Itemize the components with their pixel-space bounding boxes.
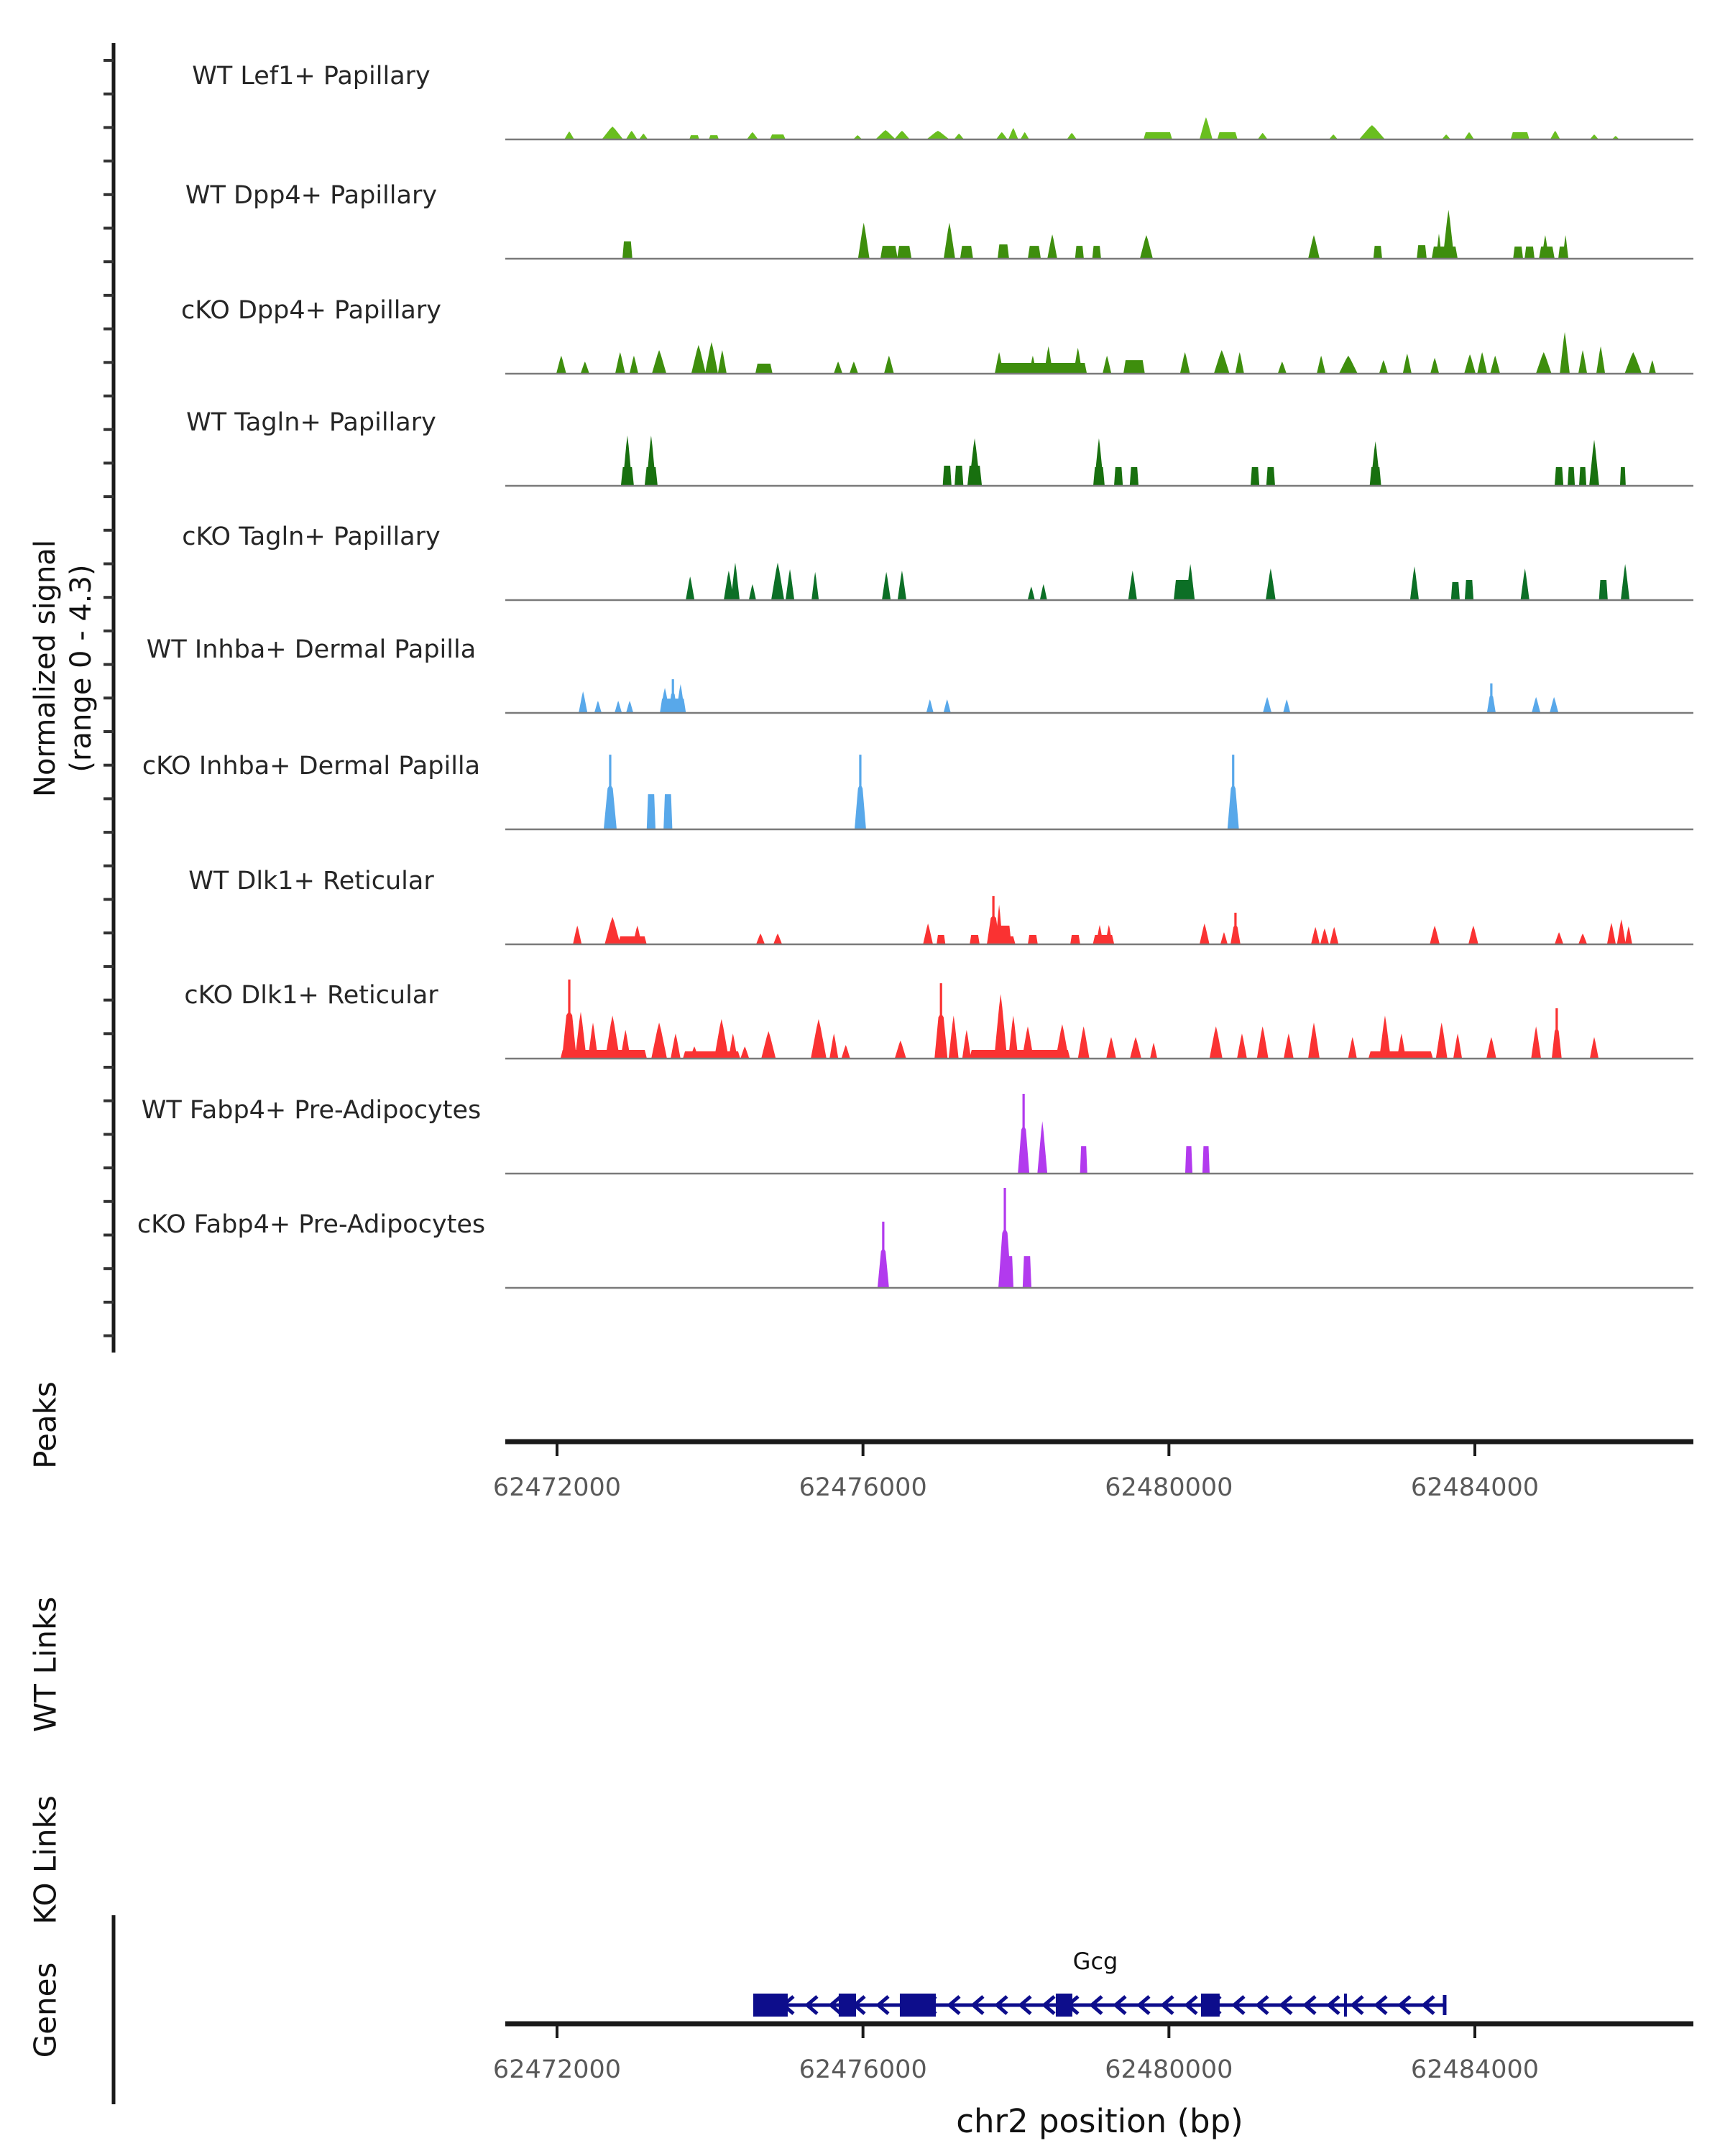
signal-peak <box>573 926 581 944</box>
signal-peak <box>1617 919 1626 944</box>
signal-peak <box>562 980 576 1059</box>
signal-peak <box>1578 934 1587 944</box>
signal-peak <box>1028 246 1041 259</box>
signal-peak <box>996 132 1008 139</box>
axis-tick-label: 62476000 <box>799 2055 927 2084</box>
track-area-6 <box>579 679 1558 713</box>
track-label-2: WT Dpp4+ Papillary <box>185 181 438 210</box>
signal-peak <box>1128 571 1137 600</box>
signal-peak <box>1532 697 1540 713</box>
signal-peak <box>1417 245 1427 259</box>
track-label-5: cKO Tagln+ Papillary <box>182 522 441 551</box>
signal-peak <box>1266 467 1275 486</box>
signal-peak <box>1374 246 1382 259</box>
signal-peak <box>749 584 756 600</box>
signal-peak <box>651 1023 667 1059</box>
signal-peak <box>1103 356 1111 374</box>
track-area-9 <box>561 980 1598 1059</box>
signal-peak <box>731 563 740 600</box>
signal-peak <box>944 223 955 259</box>
signal-peak <box>1040 584 1047 600</box>
signal-peak <box>834 361 842 374</box>
signal-peak <box>1092 246 1101 259</box>
signal-peak <box>1430 926 1440 944</box>
signal-peak <box>1021 132 1029 139</box>
signal-peak <box>1210 1026 1223 1059</box>
signal-peak <box>604 755 617 829</box>
axis-tick-label: 62484000 <box>1410 1473 1540 1502</box>
signal-peak <box>829 1033 838 1059</box>
signal-peak <box>998 926 1011 944</box>
genes-panel-axis <box>0 1904 1725 2120</box>
signal-peak <box>1348 1037 1357 1059</box>
signal-peak <box>878 1222 889 1288</box>
signal-peak <box>1308 235 1320 259</box>
signal-peak <box>663 794 672 829</box>
signal-peak <box>880 246 898 259</box>
signal-peak <box>1371 441 1381 486</box>
signal-peak <box>1228 755 1239 829</box>
signal-peak <box>1410 566 1419 600</box>
signal-peak <box>1464 132 1474 139</box>
signal-peak <box>1596 346 1605 374</box>
signal-peak <box>1005 1256 1013 1288</box>
signal-peak <box>970 935 980 944</box>
signal-peak <box>1237 1033 1247 1059</box>
signal-peak <box>1524 247 1535 259</box>
signal-peak <box>620 1030 630 1059</box>
signal-peak <box>740 1046 749 1059</box>
signal-peak <box>668 679 677 713</box>
signal-peak <box>622 436 632 486</box>
axis-tick-label: 62472000 <box>492 2055 622 2084</box>
signal-peak <box>858 223 870 259</box>
signal-peak <box>705 342 718 374</box>
signal-peak <box>1130 467 1138 486</box>
signal-peak <box>604 917 620 944</box>
signal-peak <box>1620 467 1626 486</box>
track-label-6: WT Inhba+ Dermal Papilla <box>146 635 477 664</box>
signal-peak <box>1621 564 1629 600</box>
signal-peak <box>1096 925 1103 944</box>
signal-peak <box>1123 360 1145 374</box>
signal-peak <box>1555 467 1563 486</box>
signal-peak <box>1056 1024 1069 1059</box>
track-area-1 <box>564 117 1619 139</box>
signal-peak <box>556 356 566 374</box>
signal-peak <box>1008 128 1018 139</box>
signal-peak <box>1521 568 1530 600</box>
signal-peak <box>1200 923 1210 944</box>
track-area-10 <box>1018 1094 1210 1174</box>
signal-peak <box>1144 132 1172 139</box>
signal-peak <box>618 936 647 944</box>
track-label-9: cKO Dlk1+ Reticular <box>184 981 438 1010</box>
track-area-11 <box>878 1188 1031 1288</box>
panel-label-genes: Genes <box>27 1962 63 2058</box>
signal-peak <box>943 466 952 486</box>
signal-peak <box>581 361 589 374</box>
signal-peak <box>1023 1256 1031 1288</box>
signal-peak <box>1218 132 1238 139</box>
signal-peak <box>1105 925 1113 944</box>
signal-peak <box>926 699 934 713</box>
signal-peak <box>894 131 910 139</box>
signal-peak <box>998 244 1009 259</box>
signal-peak <box>626 701 633 713</box>
track-label-4: WT Tagln+ Papillary <box>186 408 436 437</box>
signal-peak <box>1625 926 1632 944</box>
signal-peak <box>1359 125 1385 139</box>
signal-peak <box>714 1019 729 1059</box>
signal-peak <box>1436 1023 1448 1059</box>
signal-peak <box>1028 935 1038 944</box>
signal-peak <box>882 572 891 600</box>
signal-peak <box>630 356 638 374</box>
signal-peak <box>897 246 911 259</box>
signal-peak <box>811 572 819 600</box>
track-area-4 <box>621 436 1626 486</box>
signal-peak <box>652 350 666 374</box>
signal-peak <box>1278 361 1287 374</box>
axis-tick-label: 62480000 <box>1105 2055 1233 2084</box>
signal-peak <box>898 571 906 600</box>
signal-peak <box>962 1030 971 1059</box>
panel-label-ko-links: KO Links <box>27 1795 63 1925</box>
track-label-1: WT Lef1+ Papillary <box>192 62 431 91</box>
signal-peak <box>747 132 758 139</box>
signal-peak <box>934 983 947 1059</box>
signal-peak <box>1251 467 1259 486</box>
signal-peak <box>773 934 782 944</box>
signal-peak <box>1236 352 1244 374</box>
signal-peak <box>602 126 623 139</box>
signal-peak <box>1590 1037 1598 1059</box>
signal-peak <box>1180 352 1190 374</box>
y-axis-label-line1: Normalized signal <box>29 540 62 797</box>
signal-peak <box>626 131 638 139</box>
signal-peak <box>1047 234 1057 259</box>
signal-peak <box>1490 356 1500 374</box>
signal-peak <box>686 576 694 600</box>
signal-peak <box>923 923 933 944</box>
track-label-3: cKO Dpp4+ Papillary <box>181 296 441 325</box>
signal-peak <box>1589 440 1599 486</box>
signal-peak <box>1075 246 1084 259</box>
signal-peak <box>622 241 632 259</box>
signal-peak <box>786 569 794 600</box>
signal-peak <box>1044 346 1053 374</box>
signal-peak <box>1403 354 1412 374</box>
signal-peak <box>1078 1026 1090 1059</box>
signal-peak <box>756 934 765 944</box>
signal-peak <box>1283 699 1290 713</box>
axis-tick-label: 62476000 <box>799 1473 927 1502</box>
signal-peak <box>1257 1026 1269 1059</box>
signal-peak <box>970 1050 1070 1059</box>
signal-peak <box>771 563 784 600</box>
signal-peak <box>1074 348 1082 374</box>
signal-peak <box>1070 935 1080 944</box>
signal-peak <box>1487 683 1496 713</box>
signal-peak <box>1200 117 1213 139</box>
signal-peak <box>615 701 622 713</box>
signal-peak <box>1317 356 1325 374</box>
signal-peak <box>1599 580 1608 600</box>
signal-peak <box>1080 1146 1087 1174</box>
track-area-8 <box>573 896 1632 944</box>
signal-peak <box>1536 352 1552 374</box>
signal-peak <box>1311 927 1320 944</box>
signal-peak <box>1140 235 1153 259</box>
signal-peak <box>998 363 1087 374</box>
signal-peak <box>1468 926 1478 944</box>
axis-tick-label: 62484000 <box>1410 2055 1540 2084</box>
signal-peak <box>1150 1043 1157 1059</box>
signal-peak <box>949 1015 959 1059</box>
signal-peak <box>1477 352 1487 374</box>
signal-peak <box>994 994 1007 1059</box>
signal-peak <box>1258 133 1268 139</box>
signal-peak <box>1320 929 1329 944</box>
signal-peak <box>842 1045 850 1059</box>
signal-peak <box>647 794 656 829</box>
signal-peak <box>1436 234 1442 259</box>
track-label-10: WT Fabp4+ Pre-Adipocytes <box>141 1096 482 1125</box>
signal-peak <box>1230 913 1241 944</box>
signal-peak <box>811 1019 827 1059</box>
signal-peak <box>729 1033 737 1059</box>
signal-peak <box>960 246 973 259</box>
signal-peak <box>1114 467 1123 486</box>
signal-peak <box>969 438 980 486</box>
signal-peak <box>1555 932 1563 944</box>
signal-peak <box>1308 1023 1320 1059</box>
axis-tick-label: 62472000 <box>492 1473 622 1502</box>
signal-peak <box>1486 1037 1496 1059</box>
signal-peak <box>594 701 602 713</box>
signal-peak <box>718 350 727 374</box>
signal-peak <box>579 691 587 713</box>
signal-peak <box>605 1015 620 1059</box>
signal-peak <box>1649 360 1656 374</box>
signal-peak <box>1531 1026 1541 1059</box>
panel-label-peaks: Peaks <box>27 1381 63 1469</box>
signal-peak <box>1568 467 1575 486</box>
signal-peak <box>1465 580 1473 600</box>
signal-peak <box>1263 697 1271 713</box>
signal-peak <box>1379 360 1388 374</box>
signal-peak <box>646 436 656 486</box>
signal-peak <box>761 1031 776 1059</box>
track-area-2 <box>622 210 1568 259</box>
signal-peak <box>1214 350 1230 374</box>
signal-peak <box>671 1033 681 1059</box>
track-label-11: cKO Fabp4+ Pre-Adipocytes <box>137 1210 486 1239</box>
signal-peak <box>1018 1094 1029 1174</box>
track-label-7: cKO Inhba+ Dermal Papilla <box>142 752 481 780</box>
y-axis-label-line2: (range 0 - 4.3) <box>65 564 98 773</box>
signal-peak <box>633 926 642 944</box>
signal-peak <box>944 699 951 713</box>
signal-peak <box>564 132 574 139</box>
signal-peak <box>691 345 706 374</box>
signal-peak <box>1464 354 1476 374</box>
track-area-5 <box>686 563 1629 600</box>
signal-peak <box>1008 1015 1018 1059</box>
signal-peak <box>1037 1121 1047 1174</box>
signal-peak <box>1284 1033 1294 1059</box>
signal-peak <box>884 356 894 374</box>
x-axis-title: chr2 position (bp) <box>956 2102 1243 2140</box>
signal-peak <box>755 364 773 374</box>
signal-peak <box>1513 247 1523 259</box>
signal-peak <box>954 466 963 486</box>
signal-peak <box>1550 131 1560 139</box>
signal-peak <box>588 1023 598 1059</box>
signal-peak <box>850 361 858 374</box>
signal-peak <box>1339 356 1358 374</box>
signal-peak <box>1560 332 1570 374</box>
gene-name-label: Gcg <box>1072 1948 1118 1975</box>
signal-peak <box>1067 133 1077 139</box>
track-area-3 <box>556 332 1656 374</box>
signal-peak <box>1397 1033 1406 1059</box>
signal-peak <box>1202 1146 1210 1174</box>
signal-peak <box>1220 932 1228 944</box>
signal-peak <box>1022 1026 1034 1059</box>
signal-peak <box>1624 352 1642 374</box>
signal-peak <box>1579 467 1586 486</box>
axis-tick-label: 62480000 <box>1105 1473 1233 1502</box>
signal-peak <box>615 352 625 374</box>
panel-label-wt-links: WT Links <box>27 1596 63 1733</box>
signal-peak <box>1266 568 1276 600</box>
signal-peak <box>1453 1033 1462 1059</box>
signal-peak <box>1443 210 1454 259</box>
signal-peak <box>575 1012 586 1059</box>
signal-peak <box>875 130 896 139</box>
signal-peak <box>1511 132 1530 139</box>
signal-peak <box>1578 350 1587 374</box>
signal-peak <box>1550 697 1558 713</box>
signal-peak <box>1379 1015 1391 1059</box>
signal-peak <box>1130 1037 1141 1059</box>
signal-peak <box>1451 582 1460 600</box>
signal-peak <box>1185 1146 1192 1174</box>
track-area-7 <box>604 755 1239 829</box>
signal-peak <box>895 1041 906 1059</box>
track-label-8: WT Dlk1+ Reticular <box>188 867 434 895</box>
signal-peak <box>855 755 866 829</box>
signal-peak <box>1552 1008 1562 1059</box>
signal-peak <box>926 131 949 139</box>
signal-peak <box>1106 1037 1116 1059</box>
signal-peak <box>1094 438 1104 486</box>
signal-peak <box>1028 586 1035 600</box>
signal-peak <box>1330 927 1338 944</box>
signal-peak <box>1430 358 1439 374</box>
signal-peak <box>1607 923 1616 944</box>
signal-peak <box>676 684 685 713</box>
signal-peak <box>937 935 945 944</box>
